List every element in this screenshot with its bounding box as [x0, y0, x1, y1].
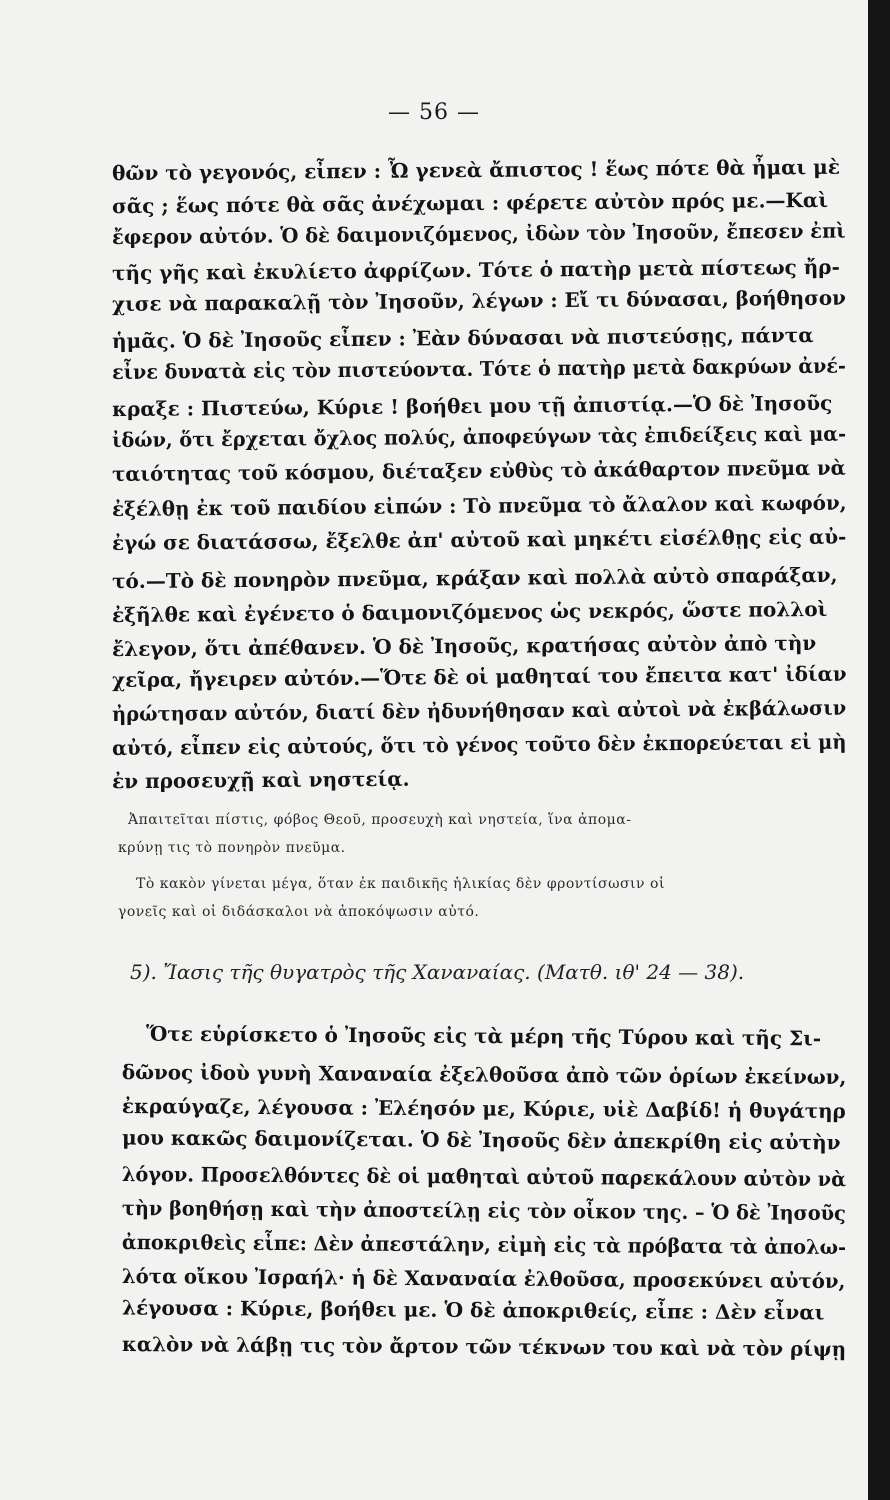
text-line: ἀποκριθεὶς εἶπε: Δὲν ἀπεστάλην, εἰμὴ εἰς τὰ πρόβατα τὰ ἀπολω- — [121, 1230, 847, 1260]
text-line: θῶν τὸ γεγονός, εἶπεν : Ὦ γενεὰ ἄπιστος ! ἕως πότε θὰ ἦμαι μὲ — [111, 154, 841, 186]
text-line: ἔλεγον, ὅτι ἀπέθανεν. Ὁ δὲ Ἰησοῦς, κρατήσας αὐτὸν ἀπὸ τὴν — [111, 630, 817, 662]
text-line: ἐγώ σε διατάσσω, ἔξελθε ἀπ' αὐτοῦ καὶ μηκέτι εἰσέλθῃς εἰς αὐ- — [112, 524, 847, 555]
text-line: λόγον. Προσελθόντες δὲ οἱ μαθηταὶ αὐτοῦ παρεκάλουν αὐτὸν νὰ — [121, 1162, 847, 1192]
text-line: ἐν προσευχῇ καὶ νηστείᾳ. — [111, 766, 410, 794]
text-line: λέγουσα : Κύριε, βοήθει με. Ὁ δὲ ἀποκριθείς, εἶπε : Δὲν εἶναι — [121, 1295, 825, 1325]
text-line: αὐτό, εἶπεν εἰς αὐτούς, ὅτι τὸ γένος τοῦτο δὲν ἐκπορεύεται εἰ μὴ — [112, 729, 847, 760]
text-line: μου κακῶς δαιμονίζεται. Ὁ δὲ Ἰησοῦς δὲν ἀπεκρίθη εἰς αὐτὴν — [121, 1125, 841, 1155]
text-line: ἐξῆλθε καὶ ἐγένετο ὁ δαιμονιζόμενος ὡς νεκρός, ὥστε πολλοὶ — [111, 596, 828, 628]
section-heading: 5). Ἴασις τῆς θυγατρὸς τῆς Χαναναίας. (Ματθ. ιθ' 24 — 38). — [130, 960, 745, 984]
text-line: ἐκραύγαζε, λέγουσα : Ἐλέησόν με, Κύριε, υἱὲ Δαβίδ! ἡ θυγάτηρ — [121, 1094, 846, 1124]
text-line: δῶνος ἰδοὺ γυνὴ Χαναναία ἐξελθοῦσα ἀπὸ τῶν ὁρίων ἐκείνων, — [121, 1060, 847, 1090]
page-edge-shadow — [868, 0, 890, 1500]
text-line: χισε νὰ παρακαλῇ τὸν Ἰησοῦν, λέγων : Εἴ τι δύνασαι, βοήθησον — [112, 285, 846, 316]
note-line: γονεῖς καὶ οἱ διδάσκαλοι νὰ ἀποκόψωσιν αὐτό. — [118, 904, 480, 920]
text-line: τὴν βοηθήσῃ καὶ τὴν ἀποστείλῃ εἰς τὸν οἶκον της. – Ὁ δὲ Ἰησοῦς — [121, 1196, 846, 1226]
text-line: τό.—Τὸ δὲ πονηρὸν πνεῦμα, κράξαν καὶ πολλὰ αὐτὸ σπαράξαν, — [111, 562, 838, 594]
text-line: ταιότητας τοῦ κόσμου, διέταξεν εὐθὺς τὸ ἀκάθαρτον πνεῦμα νὰ — [112, 455, 846, 486]
note-line: κρύνῃ τις τὸ πονηρὸν πνεῦμα. — [118, 840, 346, 856]
text-line: καλὸν νὰ λάβῃ τις τὸν ἄρτον τῶν τέκνων του καὶ νὰ τὸν ρίψῃ — [121, 1332, 847, 1362]
page-number: — 56 — — [388, 100, 480, 125]
text-line: ἔφερον αὐτόν. Ὁ δὲ δαιμονιζόμενος, ἰδὼν τὸν Ἰησοῦν, ἔπεσεν ἐπὶ — [112, 218, 846, 249]
text-line: Ὅτε εὑρίσκετο ὁ Ἰησοῦς εἰς τὰ μέρη τῆς Τύρου καὶ τῆς Σι- — [145, 1021, 822, 1051]
text-line: ἡμᾶς. Ὁ δὲ Ἰησοῦς εἶπεν : Ἐὰν δύνασαι νὰ πιστεύσῃς, πάντα — [111, 322, 814, 354]
text-line: εἶνε δυνατὰ εἰς τὸν πιστεύοντα. Τότε ὁ πατὴρ μετὰ δακρύων ἀνέ- — [112, 353, 847, 384]
text-line: ἐξέλθῃ ἐκ τοῦ παιδίου εἰπών : Τὸ πνεῦμα τὸ ἄλαλον καὶ κωφόν, — [112, 490, 847, 521]
note-line: Ἀπαιτεῖται πίστις, φόβος Θεοῦ, προσευχὴ καὶ νηστεία, ἵνα ἀπομα- — [128, 812, 632, 828]
text-line: τῆς γῆς καὶ ἐκυλίετο ἀφρίζων. Τότε ὁ πατὴρ μετὰ πίστεως ἤρ- — [111, 254, 840, 286]
text-line: λότα οἴκου Ἰσραήλ· ἡ δὲ Χαναναία ἐλθοῦσα, προσεκύνει αὐτόν, — [121, 1264, 846, 1294]
text-line: κραξε : Πιστεύω, Κύριε ! βοήθει μου τῇ ἀπιστίᾳ.—Ὁ δὲ Ἰησοῦς — [111, 390, 833, 422]
note-line: Τὸ κακὸν γίνεται μέγα, ὅταν ἐκ παιδικῆς ἡλικίας δὲν φροντίσωσιν οἱ — [136, 876, 665, 892]
text-line: χεῖρα, ἤγειρεν αὐτόν.—Ὅτε δὲ οἱ μαθηταί του ἔπειτα κατ' ἰδίαν — [112, 661, 847, 692]
text-line: ἰδών, ὅτι ἔρχεται ὄχλος πολύς, ἀποφεύγων τὰς ἐπιδείξεις καὶ μα- — [112, 421, 847, 452]
text-line: ἠρώτησαν αὐτόν, διατί δὲν ἠδυνήθησαν καὶ αὐτοὶ νὰ ἐκβάλωσιν — [112, 695, 847, 726]
text-line: σᾶς ; ἕως πότε θὰ σᾶς ἀνέχωμαι : φέρετε αὐτὸν πρός με.—Καὶ — [111, 187, 829, 219]
